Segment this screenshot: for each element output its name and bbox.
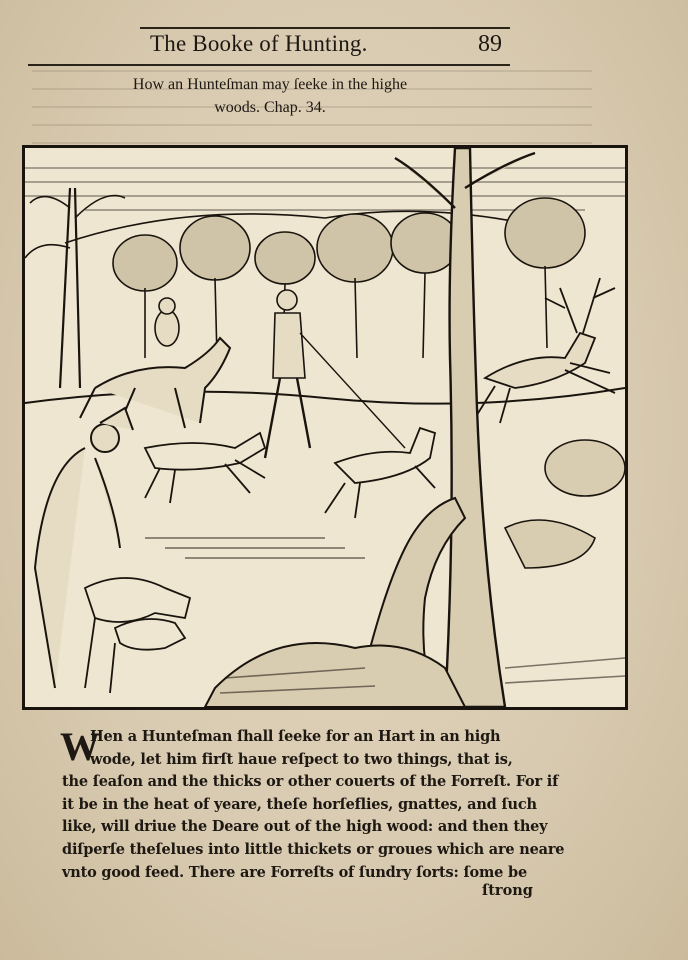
foreground-stump	[205, 498, 465, 707]
body-line-3: the ſeaſon and the thicks or other couerts of the Forreſt. For if	[62, 773, 559, 791]
body-line-2: wode, let him firſt haue reſpect to two things, that is,	[90, 750, 513, 768]
header-rule-bottom	[28, 64, 510, 66]
chapter-heading	[100, 73, 440, 119]
body-line-4: it be in the heat of yeare, theſe horſeflies, gnattes, and ſuch	[62, 795, 537, 813]
running-hound	[145, 433, 265, 503]
page-number: 89	[478, 31, 502, 57]
body-line-6: diſperſe theſelues into little thickets or groues which are neare	[62, 840, 565, 858]
woodcut-drawing	[25, 148, 625, 707]
running-title: The Booke of Hunting.	[150, 31, 368, 56]
body-line-1: Hen a Hunteſman ſhall ſeeke for an Hart in an high	[90, 728, 501, 745]
chapter-heading-line-1: How an Hunteſman may ſeeke in the highe	[132, 76, 408, 93]
background-trees	[113, 198, 585, 358]
leashed-hound	[325, 428, 435, 518]
header-rule-top	[140, 27, 510, 29]
ground-hatching	[145, 538, 365, 558]
foreground-huntsman	[35, 408, 133, 688]
horse-and-rider	[80, 298, 230, 428]
catchword: ſtrong	[482, 882, 533, 899]
left-tree	[25, 188, 125, 388]
body-line-7: vnto good feed. There are Forreſts of ſundry ſorts: ſome be	[62, 863, 528, 881]
woodcut-illustration	[22, 145, 628, 710]
drop-cap: W	[60, 724, 100, 769]
huntsman-with-hounds	[265, 290, 405, 458]
body-line-5: like, will driue the Deare out of the high wood: and then they	[62, 818, 548, 836]
foreground-hounds	[85, 578, 190, 693]
right-bushes	[505, 440, 625, 568]
chapter-heading-line-2: woods. Chap. 34.	[214, 99, 326, 116]
body-text	[62, 726, 565, 884]
